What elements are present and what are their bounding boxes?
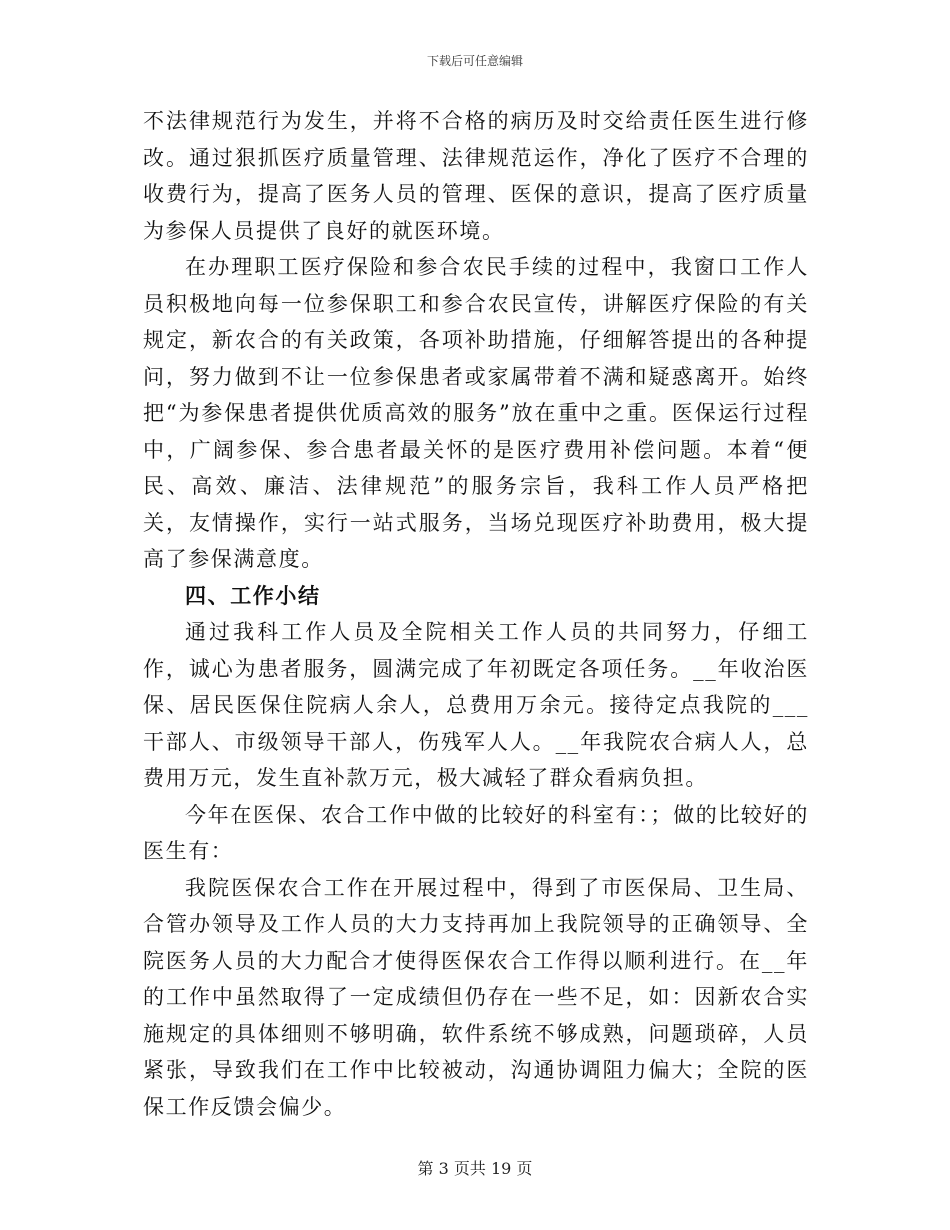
paragraph-good-departments: 今年在医保、农合工作中做的比较好的科室有：；做的比较好的医生有： — [143, 802, 809, 863]
page-footer: 第 3 页共 19 页 — [417, 1159, 533, 1178]
section-heading: 四、工作小结 — [185, 582, 321, 608]
document-body — [143, 103, 809, 1125]
paragraph-summary: 通过我科工作人员及全院相关工作人员的共同努力，仔细工作，诚心为患者服务，圆满完成了年初既定各项任务。__年收治医保、居民医保住院病人余人，总费用万余元。接待定点我院的___干部人、市级领导干部人，伤残军人人。__年我院农合病人人，总费用万元，发生直补款万元，极大减轻了群众看病负担。 — [143, 620, 809, 790]
paragraph-window-service: 在办理职工医疗保险和参合农民手续的过程中，我窗口工作人员积极地向每一位参保职工和参合农民宣传，讲解医疗保险的有关规定，新农合的有关政策，各项补助措施，仔细解答提出的各种提问，努力做到不让一位参保患者或家属带着不满和疑惑离开。始终把“为参保患者提供优质高效的服务”放在重中之重。医保运行过程中，广阔参保、参合患者最关怀的是医疗费用补偿问题。本着“便民、高效、廉洁、法律规范”的服务宗旨，我科工作人员严格把关，友情操作，实行一站式服务，当场兑现医疗补助费用，极大提高了参保满意度。 — [143, 255, 809, 571]
paragraph-continuation: 不法律规范行为发生，并将不合格的病历及时交给责任医生进行修改。通过狠抓医疗质量管理、法律规范运作，净化了医疗不合理的收费行为，提高了医务人员的管理、医保的意识，提高了医疗质量为参保人员提供了良好的就医环境。 — [143, 109, 809, 243]
paragraph-shortcomings: 我院医保农合工作在开展过程中，得到了市医保局、卫生局、合管办领导及工作人员的大力支持再加上我院领导的正确领导、全院医务人员的大力配合才使得医保农合工作得以顺利进行。在__年的工作中虽然取得了一定成绩但仍存在一些不足，如：因新农合实施规定的具体细则不够明确，软件系统不够成熟，问题琐碎，人员紧张，导致我们在工作中比较被动，沟通协调阻力偏大；全院的医保工作反馈会偏少。 — [143, 875, 809, 1119]
page-header: 下载后可任意编辑 — [426, 54, 523, 68]
